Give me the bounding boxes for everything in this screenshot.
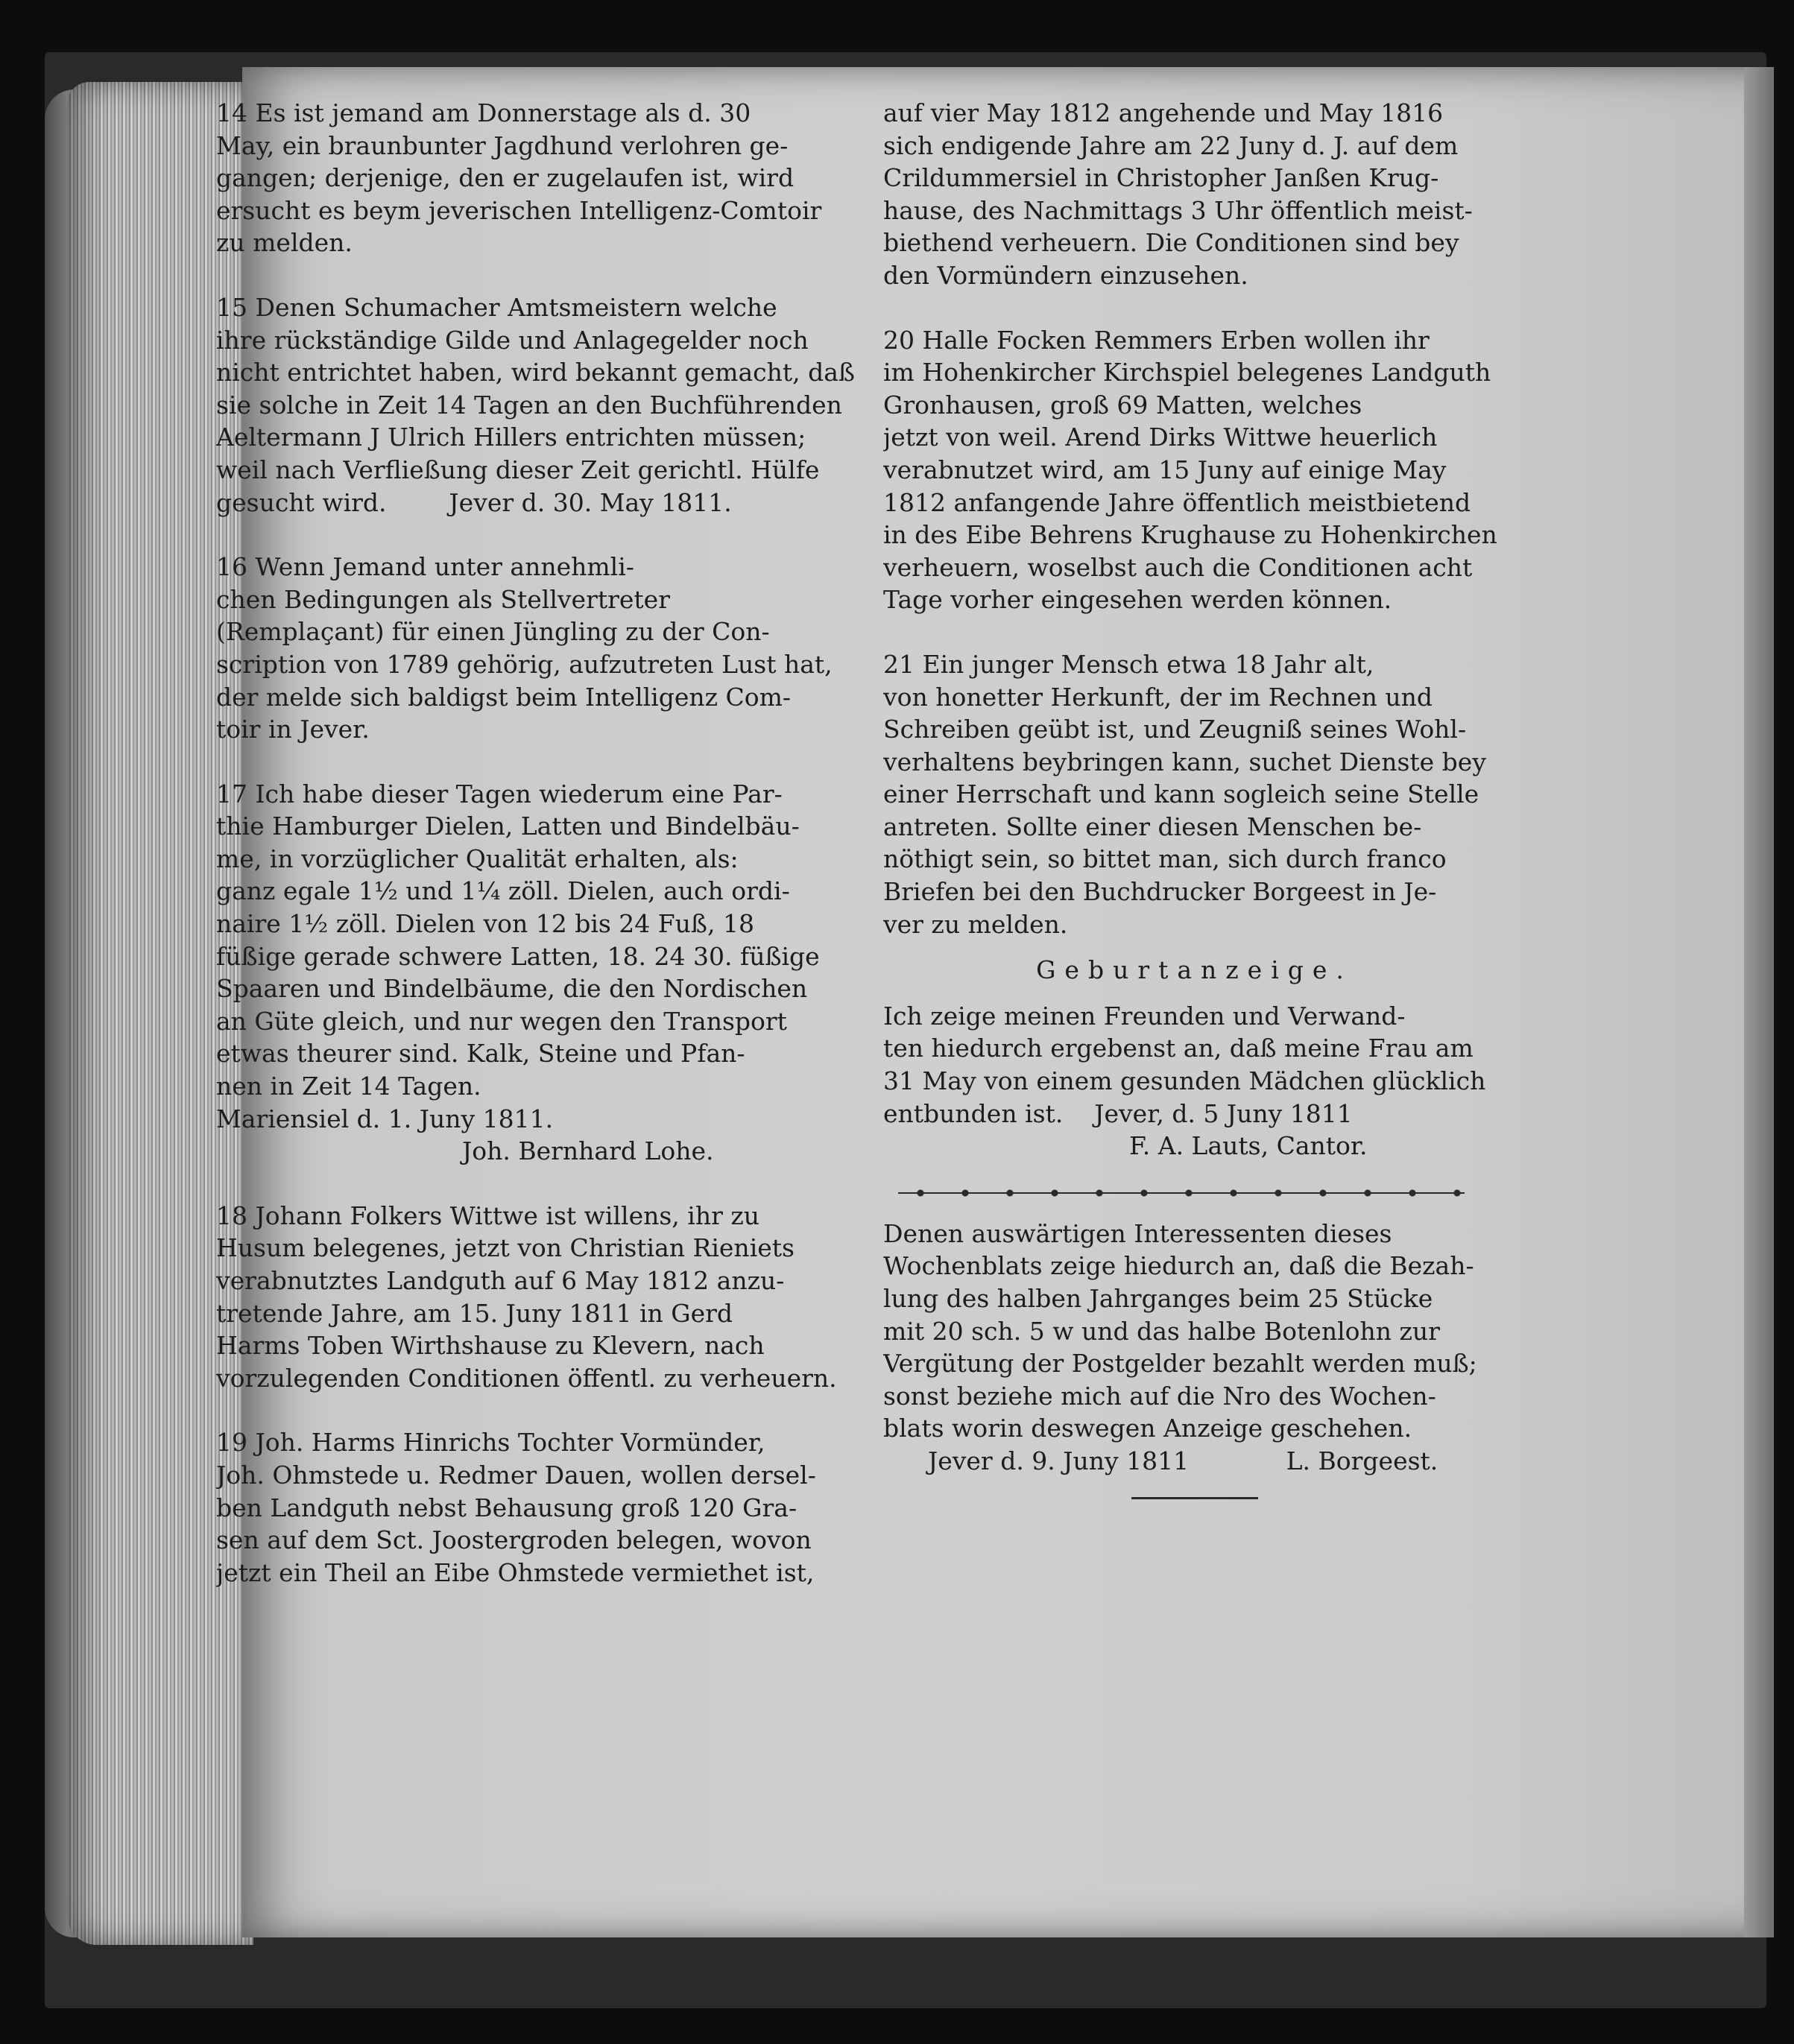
notice-21 [883,648,1506,940]
text-line: chen Bedingungen als Stellvertreter [216,584,670,614]
text-line: ganz egale 1½ und 1¼ zöll. Dielen, auch ordi- [216,876,790,906]
text-line: ver zu melden. [883,909,1068,939]
text-line: der melde sich baldigst beim Intelligenz Com- [216,682,792,712]
text-line: 1812 anfangende Jahre öffentlich meistbietend [883,487,1471,517]
text-line: nicht entrichtet haben, wird bekannt gemacht, daß [216,358,855,387]
text-line: zu melden. [216,228,353,258]
place-date: Jever d. 9. Juny 1811 [928,1446,1190,1475]
notice-19 [216,1426,883,1589]
text-line: (Remplaçant) für einen Jüngling zu der Con- [216,617,770,647]
notice-19-continued [883,97,1506,292]
text-line: jetzt ein Theil an Eibe Ohmstede vermiethet ist, [216,1557,815,1587]
text-line: verhaltens beybringen kann, suchet Dienste bey [883,747,1486,776]
text-line: 17 Ich habe dieser Tagen wiederum eine Par- [216,779,783,809]
spacer [216,746,883,778]
text-line: May, ein braunbunter Jagdhund verlohren ge- [216,130,789,160]
spacer [883,616,1506,648]
left-column [216,97,883,1589]
text-line: Gronhausen, groß 69 Matten, welches [883,390,1362,420]
text-line: sonst beziehe mich auf die Nro des Wochen- [883,1381,1436,1411]
text-line: Aeltermann J Ulrich Hillers entrichten müssen; [216,423,806,452]
notice-20 [883,324,1506,616]
text-line: ihre rückständige Gilde und Anlagegelder noch [216,325,809,355]
ornamental-divider [898,1188,1465,1198]
text-line: 18 Johann Folkers Wittwe ist willens, ihr zu [216,1200,759,1230]
text-line: hause, des Nachmittags 3 Uhr öffentlich meist- [883,195,1473,225]
text-line: Schreiben geübt ist, und Zeugniß seines Wohl- [883,715,1467,744]
spacer [216,519,883,551]
text-line: Ich zeige meinen Freunden und Verwand- [883,1001,1406,1031]
publisher-notice [883,1218,1506,1478]
spacer [883,292,1506,324]
text-line: Denen auswärtigen Interessenten dieses [883,1218,1392,1248]
text-line: in des Eibe Behrens Krughause zu Hohenkirchen [883,520,1497,550]
text-line: Husum belegenes, jetzt von Christian Rieniets [216,1233,795,1263]
text-line: sie solche in Zeit 14 Tagen an den Buchführenden [216,390,842,420]
text-line: me, in vorzüglicher Qualität erhalten, als: [216,844,739,873]
text-line: Joh. Ohmstede u. Redmer Dauen, wollen dersel- [216,1460,816,1490]
text-line: 21 Ein junger Mensch etwa 18 Jahr alt, [883,649,1374,679]
text-line: 20 Halle Focken Remmers Erben wollen ihr [883,325,1430,355]
notice-16 [216,551,883,746]
right-column [883,97,1506,1499]
text-line: 19 Joh. Harms Hinrichs Tochter Vormünder, [216,1428,765,1458]
place-date: Mariensiel d. 1. Juny 1811. [216,1104,554,1133]
signature: Joh. Bernhard Lohe. [462,1136,714,1166]
text-line: Vergütung der Postgelder bezahlt werden muß; [883,1349,1477,1379]
text-line: 14 Es ist jemand am Donnerstage als d. 30 [216,98,751,127]
text-line: etwas theurer sind. Kalk, Steine und Pfan- [216,1039,745,1069]
text-line: nöthigt sein, so bittet man, sich durch franco [883,844,1447,874]
text-line: Harms Toben Wirthshause zu Klevern, nach [216,1331,765,1361]
text-line: an Güte gleich, und nur wegen den Transport [216,1006,787,1036]
text-line: einer Herrschaft und kann sogleich seine Stelle [883,779,1479,809]
text-line: gesucht wird. Jever d. 30. May 1811. [216,487,732,517]
text-line: naire 1½ zöll. Dielen von 12 bis 24 Fuß, 18 [216,909,754,939]
text-line: den Vormündern einzusehen. [883,260,1248,290]
text-line: verabnutzet wird, am 15 Juny auf einige May [883,455,1447,484]
text-line: toir in Jever. [216,715,370,744]
text-line: Spaaren und Bindelbäume, die den Nordischen [216,974,808,1004]
text-line: 31 May von einem gesunden Mädchen glücklich [883,1066,1486,1096]
text-line: tretende Jahre, am 15. Juny 1811 in Gerd [216,1298,733,1328]
birth-notice [883,1000,1506,1162]
text-line: 16 Wenn Jemand unter annehmli- [216,552,634,582]
text-line: vorzulegenden Conditionen öffentl. zu verheuern. [216,1363,837,1393]
spacer [216,1394,883,1426]
signature: L. Borgeest. [1286,1446,1438,1475]
notice-15 [216,291,883,519]
text-line: 15 Denen Schumacher Amtsmeistern welche [216,292,777,322]
notice-17 [216,778,883,1168]
text-line: ersucht es beym jeverischen Intelligenz-Comtoir [216,195,822,225]
text-line: Crildummersiel in Christopher Janßen Krug- [883,163,1439,193]
text-line: mit 20 sch. 5 w und das halbe Botenlohn zur [883,1316,1440,1346]
text-line: sen auf dem Sct. Joostergroden belegen, wovon [216,1525,812,1555]
text-line: ben Landguth nebst Behausung groß 120 Gra- [216,1493,797,1522]
closing-rule [1131,1497,1258,1499]
text-line: verheuern, woselbst auch die Conditionen acht [883,552,1473,582]
text-line: lung des halben Jahrganges beim 25 Stücke [883,1284,1433,1313]
text-line: sich endigende Jahre am 22 Juny d. J. auf dem [883,130,1459,160]
text-line: im Hohenkircher Kirchspiel belegenes Landguth [883,358,1491,387]
text-line: Briefen bei den Buchdrucker Borgeest in Je- [883,877,1437,907]
section-heading: Geburtanzeige. [1036,955,1353,985]
notice-18 [216,1200,883,1395]
notice-14 [216,97,883,259]
text-line: Wochenblats zeige hiedurch an, daß die Bezah- [883,1251,1474,1281]
signature: F. A. Lauts, Cantor. [1129,1131,1368,1161]
text-line: von honetter Herkunft, der im Rechnen und [883,682,1433,712]
text-line: antreten. Sollte einer diesen Menschen be- [883,811,1422,841]
text-line: verabnutztes Landguth auf 6 May 1812 anzu- [216,1266,785,1295]
text-line: blats worin deswegen Anzeige geschehen. [883,1414,1412,1443]
text-line: nen in Zeit 14 Tagen. [216,1072,481,1101]
text-line: auf vier May 1812 angehende und May 1816 [883,98,1444,127]
spacer [216,1168,883,1200]
text-line: ten hiedurch ergebenst an, daß meine Frau am [883,1034,1474,1063]
text-line: weil nach Verfließung dieser Zeit gerichtl. Hülfe [216,455,820,484]
text-line: füßige gerade schwere Latten, 18. 24 30. füßige [216,941,820,971]
text-line: thie Hamburger Dielen, Latten und Bindelbäu- [216,811,800,841]
text-line: gangen; derjenige, den er zugelaufen ist, wird [216,163,795,193]
text-line: Tage vorher eingesehen werden können. [883,585,1392,615]
text-line: jetzt von weil. Arend Dirks Wittwe heuerlich [883,423,1438,452]
place-date-signature [883,1445,1506,1478]
text-line: entbunden ist. Jever, d. 5 Juny 1811 [883,1098,1353,1128]
page-gutter [1744,67,1774,1937]
text-line: biethend verheuern. Die Conditionen sind bey [883,228,1459,258]
spacer [216,259,883,291]
text-line: scription von 1789 gehörig, aufzutreten Lust hat, [216,649,833,679]
